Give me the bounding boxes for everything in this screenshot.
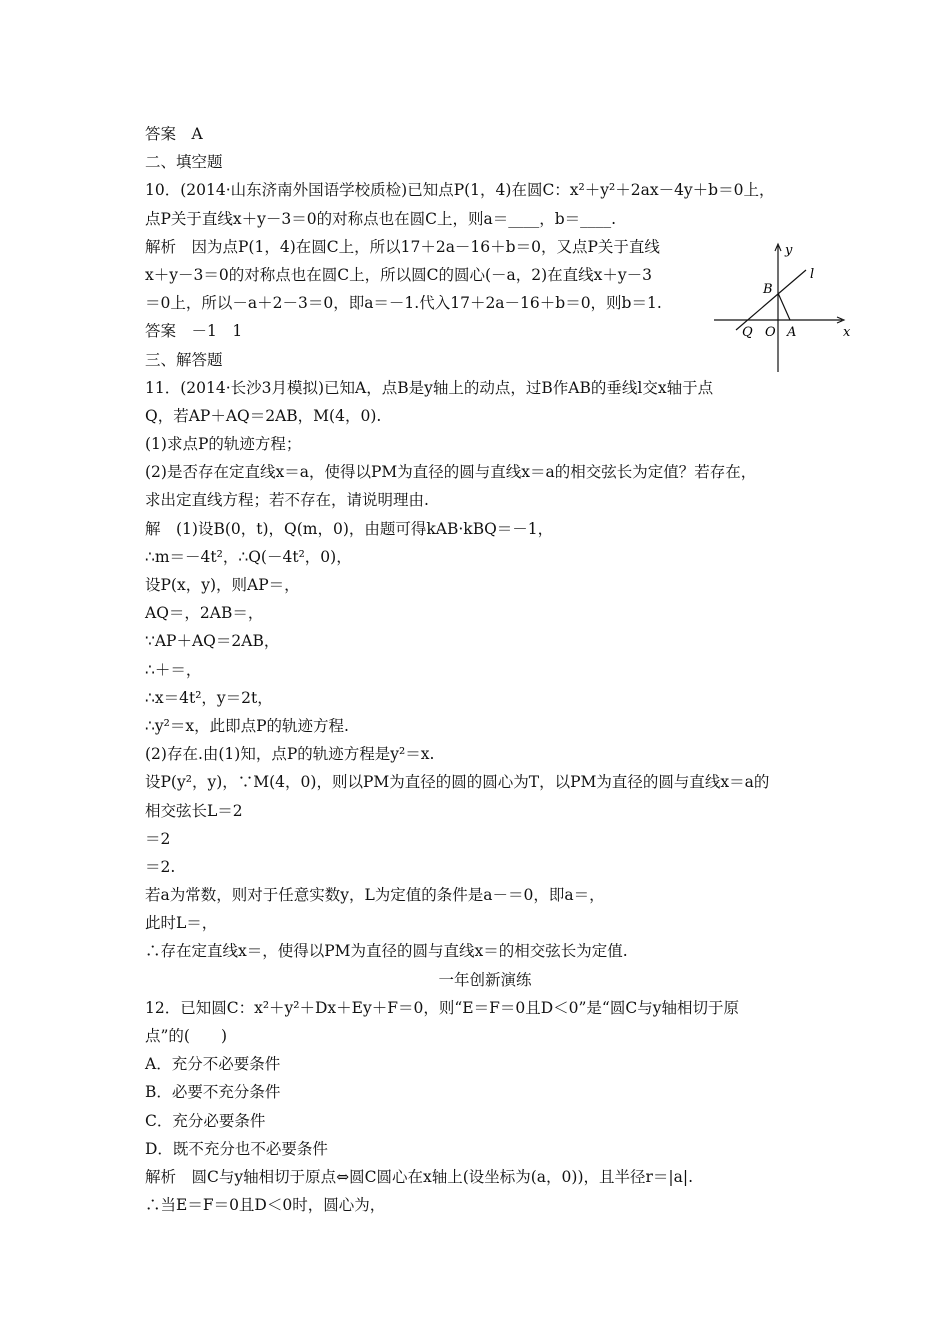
- solution-11-line-9: (2)存在.由(1)知，点P的轨迹方程是y²＝x.: [145, 745, 435, 764]
- problem-12-line-1: 12．已知圆C：x²＋y²＋Dx＋Ey＋F＝0，则“E＝F＝0且D＜0”是“圆C与y轴相切于原: [145, 998, 739, 1017]
- segment-ba: [778, 293, 790, 320]
- section-fill-in: 二、填空题: [145, 153, 223, 172]
- label-x: x: [843, 325, 851, 340]
- solution-11-line-1: 解 (1)设B(0，t)，Q(m，0)，由题可得kAB·kBQ＝－1，: [145, 519, 554, 538]
- label-a: A: [787, 325, 797, 340]
- answer-10: 答案 －1 1: [145, 322, 243, 341]
- label-o: O: [765, 325, 776, 340]
- coordinate-diagram: [710, 238, 860, 373]
- problem-11-part-2-line-1: (2)是否存在定直线x＝a，使得以PM为直径的圆与直线x＝a的相交弦长为定值？若存在，: [145, 463, 757, 482]
- label-l: l: [810, 267, 815, 282]
- label-q: Q: [742, 325, 753, 340]
- solution-11-line-16: ∴存在定直线x＝，使得以PM为直径的圆与直线x＝的相交弦长为定值.: [145, 942, 628, 961]
- solution-11-line-4: AQ＝，2AB＝，: [145, 604, 264, 623]
- solution-11-line-3: 设P(x，y)，则AP＝，: [145, 576, 300, 594]
- solution-11-line-15: 此时L＝，: [145, 914, 218, 933]
- option-a: A．充分不必要条件: [145, 1055, 281, 1074]
- solution-11-line-6: ∴＋＝，: [145, 660, 202, 679]
- solution-10-line-3: ＝0上，所以－a＋2－3＝0，即a＝－1.代入17＋2a－16＋b＝0，则b＝1.: [145, 294, 662, 313]
- solution-11-line-13: ＝2.: [145, 857, 176, 876]
- problem-12-line-2: 点”的( ): [145, 1027, 228, 1045]
- solution-11-line-14: 若a为常数，则对于任意实数y，L为定值的条件是a－＝0，即a＝，: [145, 886, 605, 905]
- solution-11-line-5: ∵AP＋AQ＝2AB，: [145, 632, 280, 651]
- solution-11-line-10: 设P(y²，y)，∵M(4，0)，则以PM为直径的圆的圆心为T，以PM为直径的圆与直线x＝a的: [145, 773, 770, 792]
- solution-11-line-11: 相交弦长L＝2: [145, 801, 243, 820]
- problem-11-part-1: (1)求点P的轨迹方程；: [145, 435, 302, 454]
- label-y: y: [785, 243, 793, 258]
- line-l: [736, 270, 806, 330]
- solution-11-line-12: ＝2: [145, 829, 171, 848]
- solution-10-line-1: 解析 因为点P(1，4)在圆C上，所以17＋2a－16＋b＝0，又点P关于直线: [145, 237, 660, 256]
- solution-12-line-1: 解析 圆C与y轴相切于原点⇔圆C圆心在x轴上(设坐标为(a，0))，且半径r＝|a|.: [145, 1167, 694, 1186]
- label-b: B: [763, 282, 773, 297]
- section-innovation: 一年创新演练: [438, 970, 532, 989]
- problem-11-part-2-line-2: 求出定直线方程；若不存在，请说明理由.: [145, 491, 429, 510]
- problem-10-line-2: 点P关于直线x＋y－3＝0的对称点也在圆C上，则a＝____，b＝____.: [145, 209, 617, 228]
- option-c: C．充分必要条件: [145, 1111, 266, 1130]
- solution-11-line-2: ∴m＝－4t²，∴Q(－4t²，0)，: [145, 547, 352, 566]
- problem-11-line-2: Q，若AP＋AQ＝2AB，M(4，0).: [145, 406, 382, 425]
- solution-10-line-2: x＋y－3＝0的对称点也在圆C上，所以圆C的圆心(－a，2)在直线x＋y－3: [145, 265, 652, 284]
- section-solve: 三、解答题: [145, 350, 223, 369]
- solution-11-line-7: ∴x＝4t²，y＝2t，: [145, 688, 273, 707]
- solution-12-line-2: ∴当E＝F＝0且D＜0时，圆心为，: [145, 1196, 386, 1215]
- solution-11-line-8: ∴y²＝x，此即点P的轨迹方程.: [145, 716, 349, 735]
- answer-9: 答案 A: [145, 125, 203, 143]
- problem-10-line-1: 10．(2014·山东济南外国语学校质检)已知点P(1，4)在圆C：x²＋y²＋2ax－4y＋b＝0上，: [145, 181, 775, 200]
- option-b: B．必要不充分条件: [145, 1083, 281, 1102]
- problem-11-line-1: 11．(2014·长沙3月模拟)已知A，点B是y轴上的动点，过B作AB的垂线l交x轴于点: [145, 378, 714, 397]
- option-d: D．既不充分也不必要条件: [145, 1139, 328, 1158]
